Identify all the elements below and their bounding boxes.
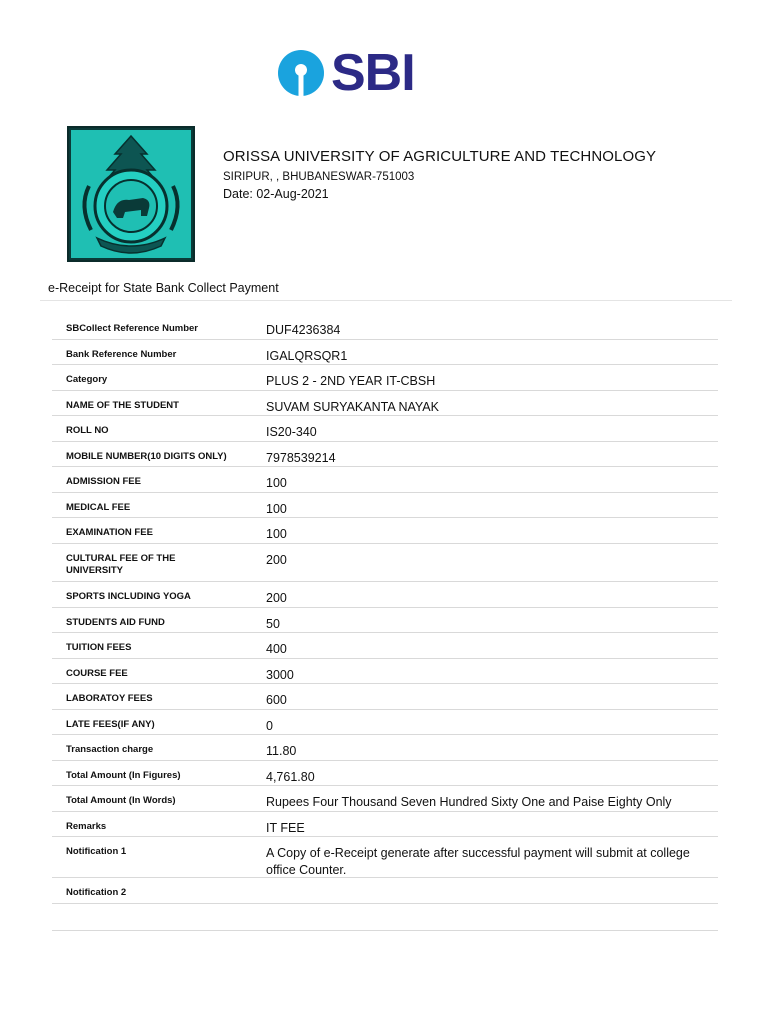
row-label: NAME OF THE STUDENT	[66, 400, 179, 411]
row-value: A Copy of e-Receipt generate after successful payment will submit at college office Counter.	[266, 846, 690, 877]
row-value: 3000	[266, 668, 294, 682]
university-seal-icon	[67, 126, 195, 262]
row-label: TUITION FEES	[66, 642, 132, 653]
row-value: 400	[266, 642, 287, 656]
sbi-wordmark: SBI	[331, 44, 415, 102]
row-label: Total Amount (In Words)	[66, 795, 176, 806]
table-row	[52, 684, 718, 710]
row-label: ADMISSION FEE	[66, 476, 141, 487]
receipt-title: e-Receipt for State Bank Collect Payment	[48, 281, 279, 295]
table-row	[52, 442, 718, 467]
row-label: MOBILE NUMBER(10 DIGITS ONLY)	[66, 451, 227, 462]
row-value: IGALQRSQR1	[266, 349, 348, 363]
row-value: Rupees Four Thousand Seven Hundred Sixty One and Paise Eighty Only	[266, 795, 672, 809]
university-seal	[67, 126, 195, 262]
title-divider	[40, 300, 732, 301]
row-value: 0	[266, 719, 273, 733]
row-label: Remarks	[66, 821, 107, 832]
table-row	[52, 314, 718, 340]
row-label: STUDENTS AID FUND	[66, 617, 165, 628]
table-row	[52, 735, 718, 761]
row-value: 50	[266, 617, 280, 631]
table-row	[52, 391, 718, 416]
row-label: Notification 2	[66, 887, 127, 898]
table-row	[52, 710, 718, 735]
row-label: LATE FEES(IF ANY)	[66, 719, 155, 730]
row-value: 11.80	[266, 744, 297, 758]
org-name: ORISSA UNIVERSITY OF AGRICULTURE AND TECHNOLOGY	[223, 148, 657, 165]
row-value: 4,761.80	[266, 770, 315, 784]
table-row	[52, 761, 718, 786]
table-row	[52, 633, 718, 659]
sbi-logo	[277, 44, 415, 102]
row-label: ROLL NO	[66, 425, 109, 436]
row-value: 100	[266, 527, 287, 541]
row-value: IT FEE	[266, 821, 305, 835]
row-label: MEDICAL FEE	[66, 502, 131, 513]
row-label: EXAMINATION FEE	[66, 527, 153, 538]
row-label: SPORTS INCLUDING YOGA	[66, 591, 191, 602]
table-row	[52, 365, 718, 391]
table-row	[52, 416, 718, 442]
table-row	[52, 493, 718, 518]
row-value: PLUS 2 - 2ND YEAR IT-CBSH	[266, 374, 436, 388]
organization-header	[223, 148, 656, 201]
row-label: Bank Reference Number	[66, 349, 177, 360]
row-label: LABORATOY FEES	[66, 693, 153, 704]
table-row	[52, 608, 718, 633]
table-row	[52, 467, 718, 493]
sbi-keyhole-icon	[277, 49, 325, 97]
table-row	[52, 544, 718, 582]
table-row	[52, 518, 718, 544]
row-label: Notification 1	[66, 846, 127, 857]
row-label: Category	[66, 374, 108, 385]
row-value: IS20-340	[266, 425, 317, 439]
org-address: SIRIPUR, , BHUBANESWAR-751003	[223, 171, 415, 183]
bottom-divider	[52, 930, 718, 931]
row-value: 7978539214	[266, 451, 336, 465]
row-label: Transaction charge	[66, 744, 154, 755]
row-value: 200	[266, 553, 287, 567]
table-row	[52, 659, 718, 684]
table-row	[52, 786, 718, 812]
row-label: CULTURAL FEE OF THE UNIVERSITY	[66, 553, 176, 576]
table-row	[52, 340, 718, 365]
row-value: SUVAM SURYAKANTA NAYAK	[266, 400, 439, 414]
row-value	[266, 878, 718, 903]
table-row	[52, 837, 718, 878]
row-value: 100	[266, 476, 287, 490]
row-value: 200	[266, 591, 287, 605]
table-row	[52, 878, 718, 904]
row-label: COURSE FEE	[66, 668, 128, 679]
row-value: DUF4236384	[266, 323, 341, 337]
receipt-date: Date: 02-Aug-2021	[223, 187, 329, 201]
receipt-table	[52, 314, 718, 904]
row-label: Total Amount (In Figures)	[66, 770, 181, 781]
table-row	[52, 582, 718, 608]
row-value: 100	[266, 502, 287, 516]
row-label: SBCollect Reference Number	[66, 323, 198, 334]
row-value: 600	[266, 693, 287, 707]
table-row	[52, 812, 718, 837]
